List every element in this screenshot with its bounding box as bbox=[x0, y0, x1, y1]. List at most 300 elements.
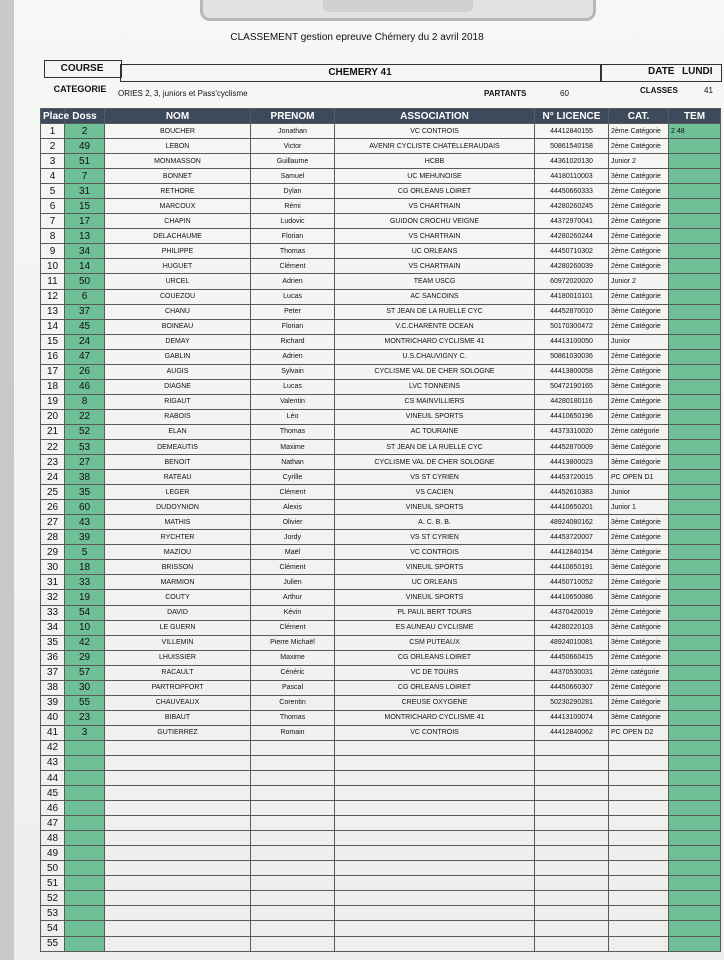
cell-place: 37 bbox=[41, 665, 65, 680]
cell-place: 35 bbox=[41, 635, 65, 650]
cell-place: 23 bbox=[41, 455, 65, 470]
cell-association bbox=[335, 786, 535, 801]
cell-licence bbox=[535, 771, 609, 786]
cell-doss: 2 bbox=[65, 124, 105, 139]
cell-prenom: Florian bbox=[251, 319, 335, 334]
cell-place: 50 bbox=[41, 861, 65, 876]
cell-temps bbox=[669, 816, 721, 831]
cell-temps bbox=[669, 229, 721, 244]
cell-association: UC MEHUNOISE bbox=[335, 169, 535, 184]
cell-temps bbox=[669, 725, 721, 740]
cell-nom: RYCHTER bbox=[105, 530, 251, 545]
cell-licence bbox=[535, 891, 609, 906]
cell-cat: 2ème Catégorie bbox=[609, 605, 669, 620]
cell-temps bbox=[669, 259, 721, 274]
cell-doss: 38 bbox=[65, 470, 105, 485]
cell-temps bbox=[669, 334, 721, 349]
cell-cat: 3ème Catégorie bbox=[609, 590, 669, 605]
cell-licence bbox=[535, 740, 609, 755]
cell-cat: 2ème Catégorie bbox=[609, 184, 669, 199]
cell-temps bbox=[669, 139, 721, 154]
cell-place: 45 bbox=[41, 786, 65, 801]
cell-doss: 19 bbox=[65, 590, 105, 605]
cell-prenom: Adrien bbox=[251, 349, 335, 364]
cell-place: 40 bbox=[41, 710, 65, 725]
cell-prenom: Guillaume bbox=[251, 154, 335, 169]
cell-place: 41 bbox=[41, 725, 65, 740]
cell-doss bbox=[65, 921, 105, 936]
table-row bbox=[41, 394, 721, 409]
cell-nom: PHILIPPE bbox=[105, 244, 251, 259]
cell-nom bbox=[105, 816, 251, 831]
cell-nom: DELACHAUME bbox=[105, 229, 251, 244]
cell-association: CYCLISME VAL DE CHER SOLOGNE bbox=[335, 364, 535, 379]
cell-association: UC ORLEANS bbox=[335, 575, 535, 590]
cell-nom: MATHIS bbox=[105, 515, 251, 530]
cell-doss: 24 bbox=[65, 334, 105, 349]
cell-nom: PARTROPFORT bbox=[105, 680, 251, 695]
cell-cat: 2ème Catégorie bbox=[609, 409, 669, 424]
cell-licence: 44180110003 bbox=[535, 169, 609, 184]
cell-prenom: Kévin bbox=[251, 605, 335, 620]
cell-licence: 44280260039 bbox=[535, 259, 609, 274]
cell-nom: DEMEAUTIS bbox=[105, 439, 251, 454]
cell-place: 10 bbox=[41, 259, 65, 274]
cell-temps bbox=[669, 846, 721, 861]
col-header-doss: Doss bbox=[65, 109, 105, 124]
cell-doss: 51 bbox=[65, 154, 105, 169]
cell-licence: 48924010081 bbox=[535, 635, 609, 650]
cell-prenom bbox=[251, 801, 335, 816]
cell-temps: 2 48 bbox=[669, 124, 721, 139]
cell-prenom bbox=[251, 921, 335, 936]
cell-licence bbox=[535, 831, 609, 846]
cell-prenom bbox=[251, 936, 335, 951]
cell-association: CREUSE OXYGENE bbox=[335, 695, 535, 710]
cell-place: 18 bbox=[41, 379, 65, 394]
table-row bbox=[41, 259, 721, 274]
cell-doss: 49 bbox=[65, 139, 105, 154]
cell-doss: 29 bbox=[65, 650, 105, 665]
cell-cat: 3ème Catégorie bbox=[609, 515, 669, 530]
cell-cat: 2ème Catégorie bbox=[609, 575, 669, 590]
cell-nom bbox=[105, 921, 251, 936]
cell-temps bbox=[669, 786, 721, 801]
cell-nom bbox=[105, 876, 251, 891]
cell-temps bbox=[669, 590, 721, 605]
cell-cat: 2ème Catégorie bbox=[609, 530, 669, 545]
cell-association: VINEUIL SPORTS bbox=[335, 560, 535, 575]
cell-doss: 50 bbox=[65, 274, 105, 289]
classes-value: 41 bbox=[704, 86, 713, 95]
cell-place: 20 bbox=[41, 409, 65, 424]
cell-prenom: Florian bbox=[251, 229, 335, 244]
cell-place: 16 bbox=[41, 349, 65, 364]
cell-doss: 37 bbox=[65, 304, 105, 319]
cell-cat: 2ème Catégorie bbox=[609, 394, 669, 409]
cell-temps bbox=[669, 409, 721, 424]
cell-nom: VILLEMIN bbox=[105, 635, 251, 650]
cell-cat: 2ème Catégorie bbox=[609, 695, 669, 710]
cell-place: 1 bbox=[41, 124, 65, 139]
cell-nom: RETHORE bbox=[105, 184, 251, 199]
cell-association: VC CONTROIS bbox=[335, 725, 535, 740]
cell-cat: Junior 2 bbox=[609, 154, 669, 169]
cell-association: V.C.CHARENTE OCEAN bbox=[335, 319, 535, 334]
cell-nom: AUGIS bbox=[105, 364, 251, 379]
cell-doss: 47 bbox=[65, 349, 105, 364]
cell-prenom: Dylan bbox=[251, 184, 335, 199]
cell-licence bbox=[535, 861, 609, 876]
cell-nom bbox=[105, 906, 251, 921]
table-row bbox=[41, 861, 721, 876]
cell-cat bbox=[609, 740, 669, 755]
cell-nom: MONMASSON bbox=[105, 154, 251, 169]
cell-doss: 18 bbox=[65, 560, 105, 575]
cell-doss: 54 bbox=[65, 605, 105, 620]
table-row bbox=[41, 139, 721, 154]
cell-association: ES AUNEAU CYCLISME bbox=[335, 620, 535, 635]
cell-prenom: Romain bbox=[251, 725, 335, 740]
cell-association: VINEUIL SPORTS bbox=[335, 500, 535, 515]
cell-temps bbox=[669, 379, 721, 394]
cell-nom: LHUISSIER bbox=[105, 650, 251, 665]
table-row bbox=[41, 816, 721, 831]
cell-place: 32 bbox=[41, 590, 65, 605]
cell-association bbox=[335, 876, 535, 891]
cell-cat: 3ème Catégorie bbox=[609, 439, 669, 454]
table-row bbox=[41, 515, 721, 530]
cell-nom bbox=[105, 786, 251, 801]
cell-place: 47 bbox=[41, 816, 65, 831]
cell-licence: 50861540158 bbox=[535, 139, 609, 154]
cell-association: VS CHARTRAIN bbox=[335, 199, 535, 214]
table-row bbox=[41, 379, 721, 394]
cell-association bbox=[335, 846, 535, 861]
cell-cat bbox=[609, 891, 669, 906]
cell-doss: 5 bbox=[65, 545, 105, 560]
cell-prenom: Adrien bbox=[251, 274, 335, 289]
cell-place: 12 bbox=[41, 289, 65, 304]
cell-nom: BOINEAU bbox=[105, 319, 251, 334]
table-row bbox=[41, 455, 721, 470]
cell-association: UC ORLEANS bbox=[335, 244, 535, 259]
col-header-cat: CAT. bbox=[609, 109, 669, 124]
cell-prenom bbox=[251, 861, 335, 876]
table-row bbox=[41, 184, 721, 199]
date-label: DATE bbox=[648, 66, 675, 77]
cell-place: 19 bbox=[41, 394, 65, 409]
cell-doss: 30 bbox=[65, 680, 105, 695]
cell-cat bbox=[609, 936, 669, 951]
cell-association: PL PAUL BERT TOURS bbox=[335, 605, 535, 620]
cell-association bbox=[335, 906, 535, 921]
cell-licence: 50861030036 bbox=[535, 349, 609, 364]
cell-place: 22 bbox=[41, 439, 65, 454]
cell-cat: 2ème Catégorie bbox=[609, 289, 669, 304]
cell-doss: 57 bbox=[65, 665, 105, 680]
cell-temps bbox=[669, 424, 721, 439]
cell-doss: 14 bbox=[65, 259, 105, 274]
cell-prenom: Pierre Michaël bbox=[251, 635, 335, 650]
cell-doss: 27 bbox=[65, 455, 105, 470]
cell-cat: 3ème Catégorie bbox=[609, 545, 669, 560]
cell-place: 14 bbox=[41, 319, 65, 334]
cell-doss: 43 bbox=[65, 515, 105, 530]
cell-place: 7 bbox=[41, 214, 65, 229]
cell-cat bbox=[609, 831, 669, 846]
cell-place: 21 bbox=[41, 424, 65, 439]
col-header-nom: NOM bbox=[105, 109, 251, 124]
cell-nom: RATEAU bbox=[105, 470, 251, 485]
table-row bbox=[41, 665, 721, 680]
cell-cat: 3ème Catégorie bbox=[609, 620, 669, 635]
cell-prenom: Valentin bbox=[251, 394, 335, 409]
cell-temps bbox=[669, 184, 721, 199]
cell-place: 34 bbox=[41, 620, 65, 635]
course-value: CHEMERY 41 bbox=[328, 67, 392, 78]
cell-temps bbox=[669, 515, 721, 530]
cell-association: CG ORLEANS LOIRET bbox=[335, 184, 535, 199]
cell-licence: 44453720007 bbox=[535, 530, 609, 545]
cell-prenom: Cyrille bbox=[251, 470, 335, 485]
cell-cat: 2ème Catégorie bbox=[609, 199, 669, 214]
cell-prenom: Maël bbox=[251, 545, 335, 560]
cell-association: VS ST CYRIEN bbox=[335, 470, 535, 485]
cell-nom: BIBAUT bbox=[105, 710, 251, 725]
table-row bbox=[41, 921, 721, 936]
cell-licence: 44280260244 bbox=[535, 229, 609, 244]
cell-nom: DAVID bbox=[105, 605, 251, 620]
cell-licence: 44450660415 bbox=[535, 650, 609, 665]
cell-licence: 44413100074 bbox=[535, 710, 609, 725]
cell-licence bbox=[535, 936, 609, 951]
cell-temps bbox=[669, 635, 721, 650]
cell-cat: 2ème catégorie bbox=[609, 424, 669, 439]
cell-prenom: Samuel bbox=[251, 169, 335, 184]
cell-temps bbox=[669, 349, 721, 364]
cell-cat: 2ème Catégorie bbox=[609, 244, 669, 259]
cell-doss bbox=[65, 891, 105, 906]
cell-licence: 44372970041 bbox=[535, 214, 609, 229]
cell-association: CG ORLEANS LOIRET bbox=[335, 680, 535, 695]
cell-prenom: Julien bbox=[251, 575, 335, 590]
course-label: COURSE bbox=[60, 63, 104, 74]
cell-temps bbox=[669, 560, 721, 575]
cell-prenom bbox=[251, 755, 335, 770]
cell-licence: 44361020130 bbox=[535, 154, 609, 169]
cell-licence bbox=[535, 755, 609, 770]
cell-association: U.S.CHAUVIGNY C. bbox=[335, 349, 535, 364]
cell-nom: DEMAY bbox=[105, 334, 251, 349]
cell-cat: 2ème Catégorie bbox=[609, 214, 669, 229]
cell-licence: 44452870010 bbox=[535, 304, 609, 319]
cell-association: CG ORLEANS LOIRET bbox=[335, 650, 535, 665]
table-row bbox=[41, 680, 721, 695]
table-row bbox=[41, 740, 721, 755]
cell-place: 39 bbox=[41, 695, 65, 710]
table-row bbox=[41, 755, 721, 770]
cell-licence: 44450710052 bbox=[535, 575, 609, 590]
cell-cat: 3ème Catégorie bbox=[609, 560, 669, 575]
cell-cat: 2ème Catégorie bbox=[609, 650, 669, 665]
results-table bbox=[40, 108, 721, 952]
cell-prenom: Lucas bbox=[251, 379, 335, 394]
cell-association bbox=[335, 891, 535, 906]
partants-value: 60 bbox=[560, 89, 569, 98]
cell-association: CS MAINVILLIERS bbox=[335, 394, 535, 409]
cell-nom: MARMION bbox=[105, 575, 251, 590]
cell-prenom: Ludovic bbox=[251, 214, 335, 229]
table-row bbox=[41, 635, 721, 650]
cell-association: MONTRICHARD CYCLISME 41 bbox=[335, 710, 535, 725]
cell-place: 49 bbox=[41, 846, 65, 861]
cell-prenom: Clément bbox=[251, 620, 335, 635]
cell-doss bbox=[65, 740, 105, 755]
cell-association: VINEUIL SPORTS bbox=[335, 590, 535, 605]
cell-cat: 2ème Catégorie bbox=[609, 364, 669, 379]
cell-temps bbox=[669, 620, 721, 635]
cell-cat: 2ème catégorie bbox=[609, 665, 669, 680]
categorie-value: ORIES 2, 3, juniors et Pass'cyclisme bbox=[118, 89, 248, 98]
cell-nom: COUTY bbox=[105, 590, 251, 605]
cell-cat bbox=[609, 861, 669, 876]
cell-place: 42 bbox=[41, 740, 65, 755]
table-row bbox=[41, 620, 721, 635]
cell-prenom: Thomas bbox=[251, 244, 335, 259]
cell-cat: 3ème Catégorie bbox=[609, 379, 669, 394]
cell-temps bbox=[669, 364, 721, 379]
cell-place: 29 bbox=[41, 545, 65, 560]
cell-licence: 50472190165 bbox=[535, 379, 609, 394]
cell-place: 17 bbox=[41, 364, 65, 379]
cell-cat: 2ème Catégorie bbox=[609, 259, 669, 274]
cell-temps bbox=[669, 650, 721, 665]
cell-prenom bbox=[251, 771, 335, 786]
cell-place: 25 bbox=[41, 485, 65, 500]
cell-association: HCBB bbox=[335, 154, 535, 169]
cell-doss: 26 bbox=[65, 364, 105, 379]
cell-prenom: Clément bbox=[251, 259, 335, 274]
cell-cat bbox=[609, 906, 669, 921]
cell-place: 8 bbox=[41, 229, 65, 244]
cell-prenom: Thomas bbox=[251, 424, 335, 439]
table-row bbox=[41, 409, 721, 424]
cell-association: VS CHARTRAIN bbox=[335, 229, 535, 244]
cell-prenom: Jonathan bbox=[251, 124, 335, 139]
cell-nom: GUTIERREZ bbox=[105, 725, 251, 740]
cell-doss: 55 bbox=[65, 695, 105, 710]
cell-cat: 3ème Catégorie bbox=[609, 635, 669, 650]
table-row bbox=[41, 470, 721, 485]
cell-association bbox=[335, 740, 535, 755]
cell-cat bbox=[609, 816, 669, 831]
cell-association: VC DE TOURS bbox=[335, 665, 535, 680]
cell-place: 30 bbox=[41, 560, 65, 575]
cell-licence: 44412840154 bbox=[535, 545, 609, 560]
cell-place: 38 bbox=[41, 680, 65, 695]
table-row bbox=[41, 906, 721, 921]
cell-prenom: Victor bbox=[251, 139, 335, 154]
cell-nom bbox=[105, 771, 251, 786]
cell-nom bbox=[105, 936, 251, 951]
cell-prenom: Sylvain bbox=[251, 364, 335, 379]
cell-temps bbox=[669, 470, 721, 485]
cell-nom: RIGAUT bbox=[105, 394, 251, 409]
table-row bbox=[41, 831, 721, 846]
cell-licence: 48924080162 bbox=[535, 515, 609, 530]
cell-temps bbox=[669, 831, 721, 846]
cell-cat bbox=[609, 846, 669, 861]
cell-temps bbox=[669, 169, 721, 184]
cell-licence: 44450710302 bbox=[535, 244, 609, 259]
cell-association: AVENIR CYCLISTE CHATELLERAUDAIS bbox=[335, 139, 535, 154]
cell-nom bbox=[105, 891, 251, 906]
cell-cat: 3ème Catégorie bbox=[609, 710, 669, 725]
cell-temps bbox=[669, 304, 721, 319]
cell-temps bbox=[669, 771, 721, 786]
cell-association: LVC TONNEINS bbox=[335, 379, 535, 394]
table-row bbox=[41, 846, 721, 861]
cell-nom: RABOIS bbox=[105, 409, 251, 424]
cell-temps bbox=[669, 394, 721, 409]
cell-temps bbox=[669, 710, 721, 725]
cell-licence: 44453720015 bbox=[535, 470, 609, 485]
cell-prenom bbox=[251, 876, 335, 891]
cell-prenom: Clément bbox=[251, 560, 335, 575]
partants-label: PARTANTS bbox=[484, 89, 527, 98]
clipboard-clip bbox=[200, 0, 596, 21]
table-row bbox=[41, 801, 721, 816]
table-row bbox=[41, 650, 721, 665]
cell-nom: HUGUET bbox=[105, 259, 251, 274]
cell-association: AC SANCOINS bbox=[335, 289, 535, 304]
cell-temps bbox=[669, 500, 721, 515]
cell-temps bbox=[669, 876, 721, 891]
table-row bbox=[41, 274, 721, 289]
cell-licence: 60972020020 bbox=[535, 274, 609, 289]
cell-place: 4 bbox=[41, 169, 65, 184]
cell-temps bbox=[669, 891, 721, 906]
cell-prenom: Clément bbox=[251, 485, 335, 500]
cell-nom: LEBON bbox=[105, 139, 251, 154]
cell-licence: 44180010101 bbox=[535, 289, 609, 304]
cell-cat: 2ème Catégorie bbox=[609, 124, 669, 139]
cell-nom: URCEL bbox=[105, 274, 251, 289]
cell-cat: Junior 1 bbox=[609, 500, 669, 515]
col-header-licence: N° LICENCE bbox=[535, 109, 609, 124]
cell-temps bbox=[669, 485, 721, 500]
cell-doss: 3 bbox=[65, 725, 105, 740]
cell-cat: 2ème Catégorie bbox=[609, 139, 669, 154]
cell-association: VC CONTROIS bbox=[335, 545, 535, 560]
cell-doss: 34 bbox=[65, 244, 105, 259]
cell-place: 55 bbox=[41, 936, 65, 951]
cell-doss bbox=[65, 755, 105, 770]
table-row bbox=[41, 424, 721, 439]
cell-licence: 44452870009 bbox=[535, 439, 609, 454]
cell-association bbox=[335, 816, 535, 831]
cell-doss: 7 bbox=[65, 169, 105, 184]
table-row bbox=[41, 319, 721, 334]
cell-cat bbox=[609, 771, 669, 786]
cell-prenom: Olivier bbox=[251, 515, 335, 530]
cell-temps bbox=[669, 289, 721, 304]
cell-doss: 52 bbox=[65, 424, 105, 439]
cell-prenom: Cénéric bbox=[251, 665, 335, 680]
cell-temps bbox=[669, 680, 721, 695]
table-row bbox=[41, 244, 721, 259]
